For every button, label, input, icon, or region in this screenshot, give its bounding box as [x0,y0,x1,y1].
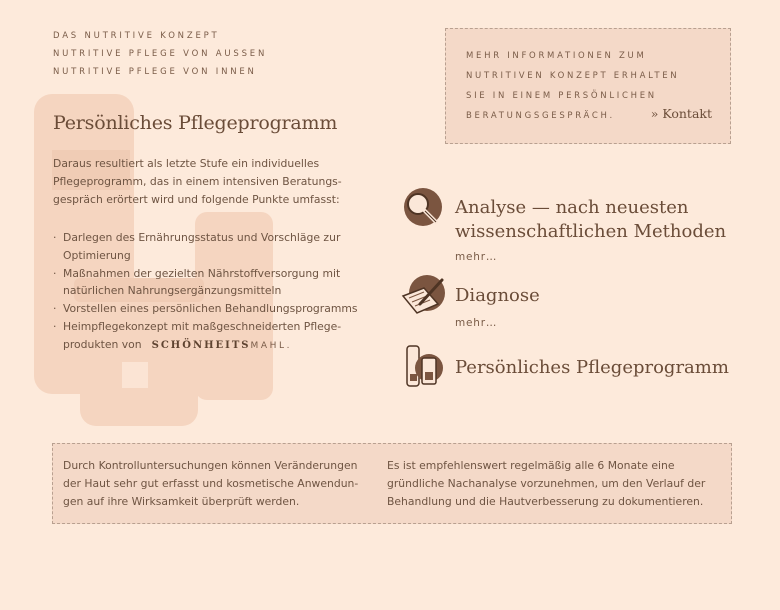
bottom-line: der Haut sehr gut erfasst und kosmetische Anwendun- [63,477,359,490]
bottom-line: gründliche Nachanalyse vorzunehmen, um den Verlauf der [387,477,706,490]
products-icon [400,344,446,390]
list-item-line: · Heimpflegekonzept mit maßgeschneiderten Pflege- [63,319,342,333]
list-item [53,265,383,301]
nav-link-pflege-innen[interactable]: NUTRITIVE PFLEGE VON INNEN [53,67,257,77]
feature-title-line: Persönliches Pflegeprogramm [455,357,729,378]
info-line: NUTRITIVEN KONZEPT ERHALTEN [466,71,680,81]
list-item-text: produkten von [63,337,142,351]
page-title: Persönliches Pflegeprogramm [53,112,338,134]
diagnose-more-link[interactable]: mehr… [455,317,498,329]
intro-line: gespräch erörtert wird und folgende Punkte umfasst: [53,193,340,206]
list-item-line: · Darlegen des Ernährungsstatus und Vorschläge zur [63,231,341,244]
feature-title-line: wissenschaftlichen Methoden [455,221,727,242]
feature-title-line: Analyse — nach neuesten [455,197,689,218]
info-line: SIE IN EINEM PERSÖNLICHEN [466,91,657,101]
list-item-line: natürlichen Nahrungsergänzungsmitteln [63,284,282,298]
feature-title-line: Diagnose [455,285,540,306]
feature-title [455,356,729,380]
brand-name-strong: SCHÖNHEITS [151,339,251,351]
feature-title [455,284,540,308]
list-item-line: · Vorstellen eines persönlichen Behandlungsprogramms [63,302,358,316]
list-item-line [63,336,383,356]
contact-link[interactable]: » Kontakt [650,106,712,121]
list-item [53,300,383,318]
list-item-line: Optimierung [63,248,131,262]
bottom-line: Es ist empfehlenswert regelmäßig alle 6 Monate eine [387,459,675,472]
info-line: BERATUNGSGESPRÄCH. [466,111,615,121]
list-item [53,318,383,356]
list-item-line: · Maßnahmen der gezielten Nährstoffversorgung mit [63,266,341,280]
magnifier-icon [400,188,446,234]
bottom-info-box [52,443,732,524]
intro-line: Daraus resultiert als letzte Stufe ein individuelles [53,157,320,170]
analyse-more-link[interactable]: mehr… [455,251,498,263]
notepad-pen-icon [400,274,446,320]
feature-title [455,196,726,244]
list-item [53,229,383,265]
bottom-line: Durch Kontrolluntersuchungen können Veränderungen [63,459,358,472]
top-navigation [53,27,267,81]
info-box [445,28,731,144]
program-points-list [53,229,383,356]
nav-link-nutritive-konzept[interactable]: DAS NUTRITIVE KONZEPT [53,31,220,41]
nav-link-pflege-aussen[interactable]: NUTRITIVE PFLEGE VON AUSSEN [53,49,268,59]
intro-paragraph [53,155,378,209]
info-line: MEHR INFORMATIONEN ZUM [466,51,647,61]
bottom-line: gen auf ihre Wirksamkeit überprüft werden. [63,495,300,508]
bottom-column-1 [63,457,358,511]
brand-name-light: MAHL. [250,340,293,351]
intro-line: Pflegeprogramm, das in einem intensiven Beratungs- [53,175,342,188]
bottom-column-2 [387,457,705,511]
bottom-line: Behandlung und die Hautverbesserung zu dokumentieren. [387,495,704,508]
